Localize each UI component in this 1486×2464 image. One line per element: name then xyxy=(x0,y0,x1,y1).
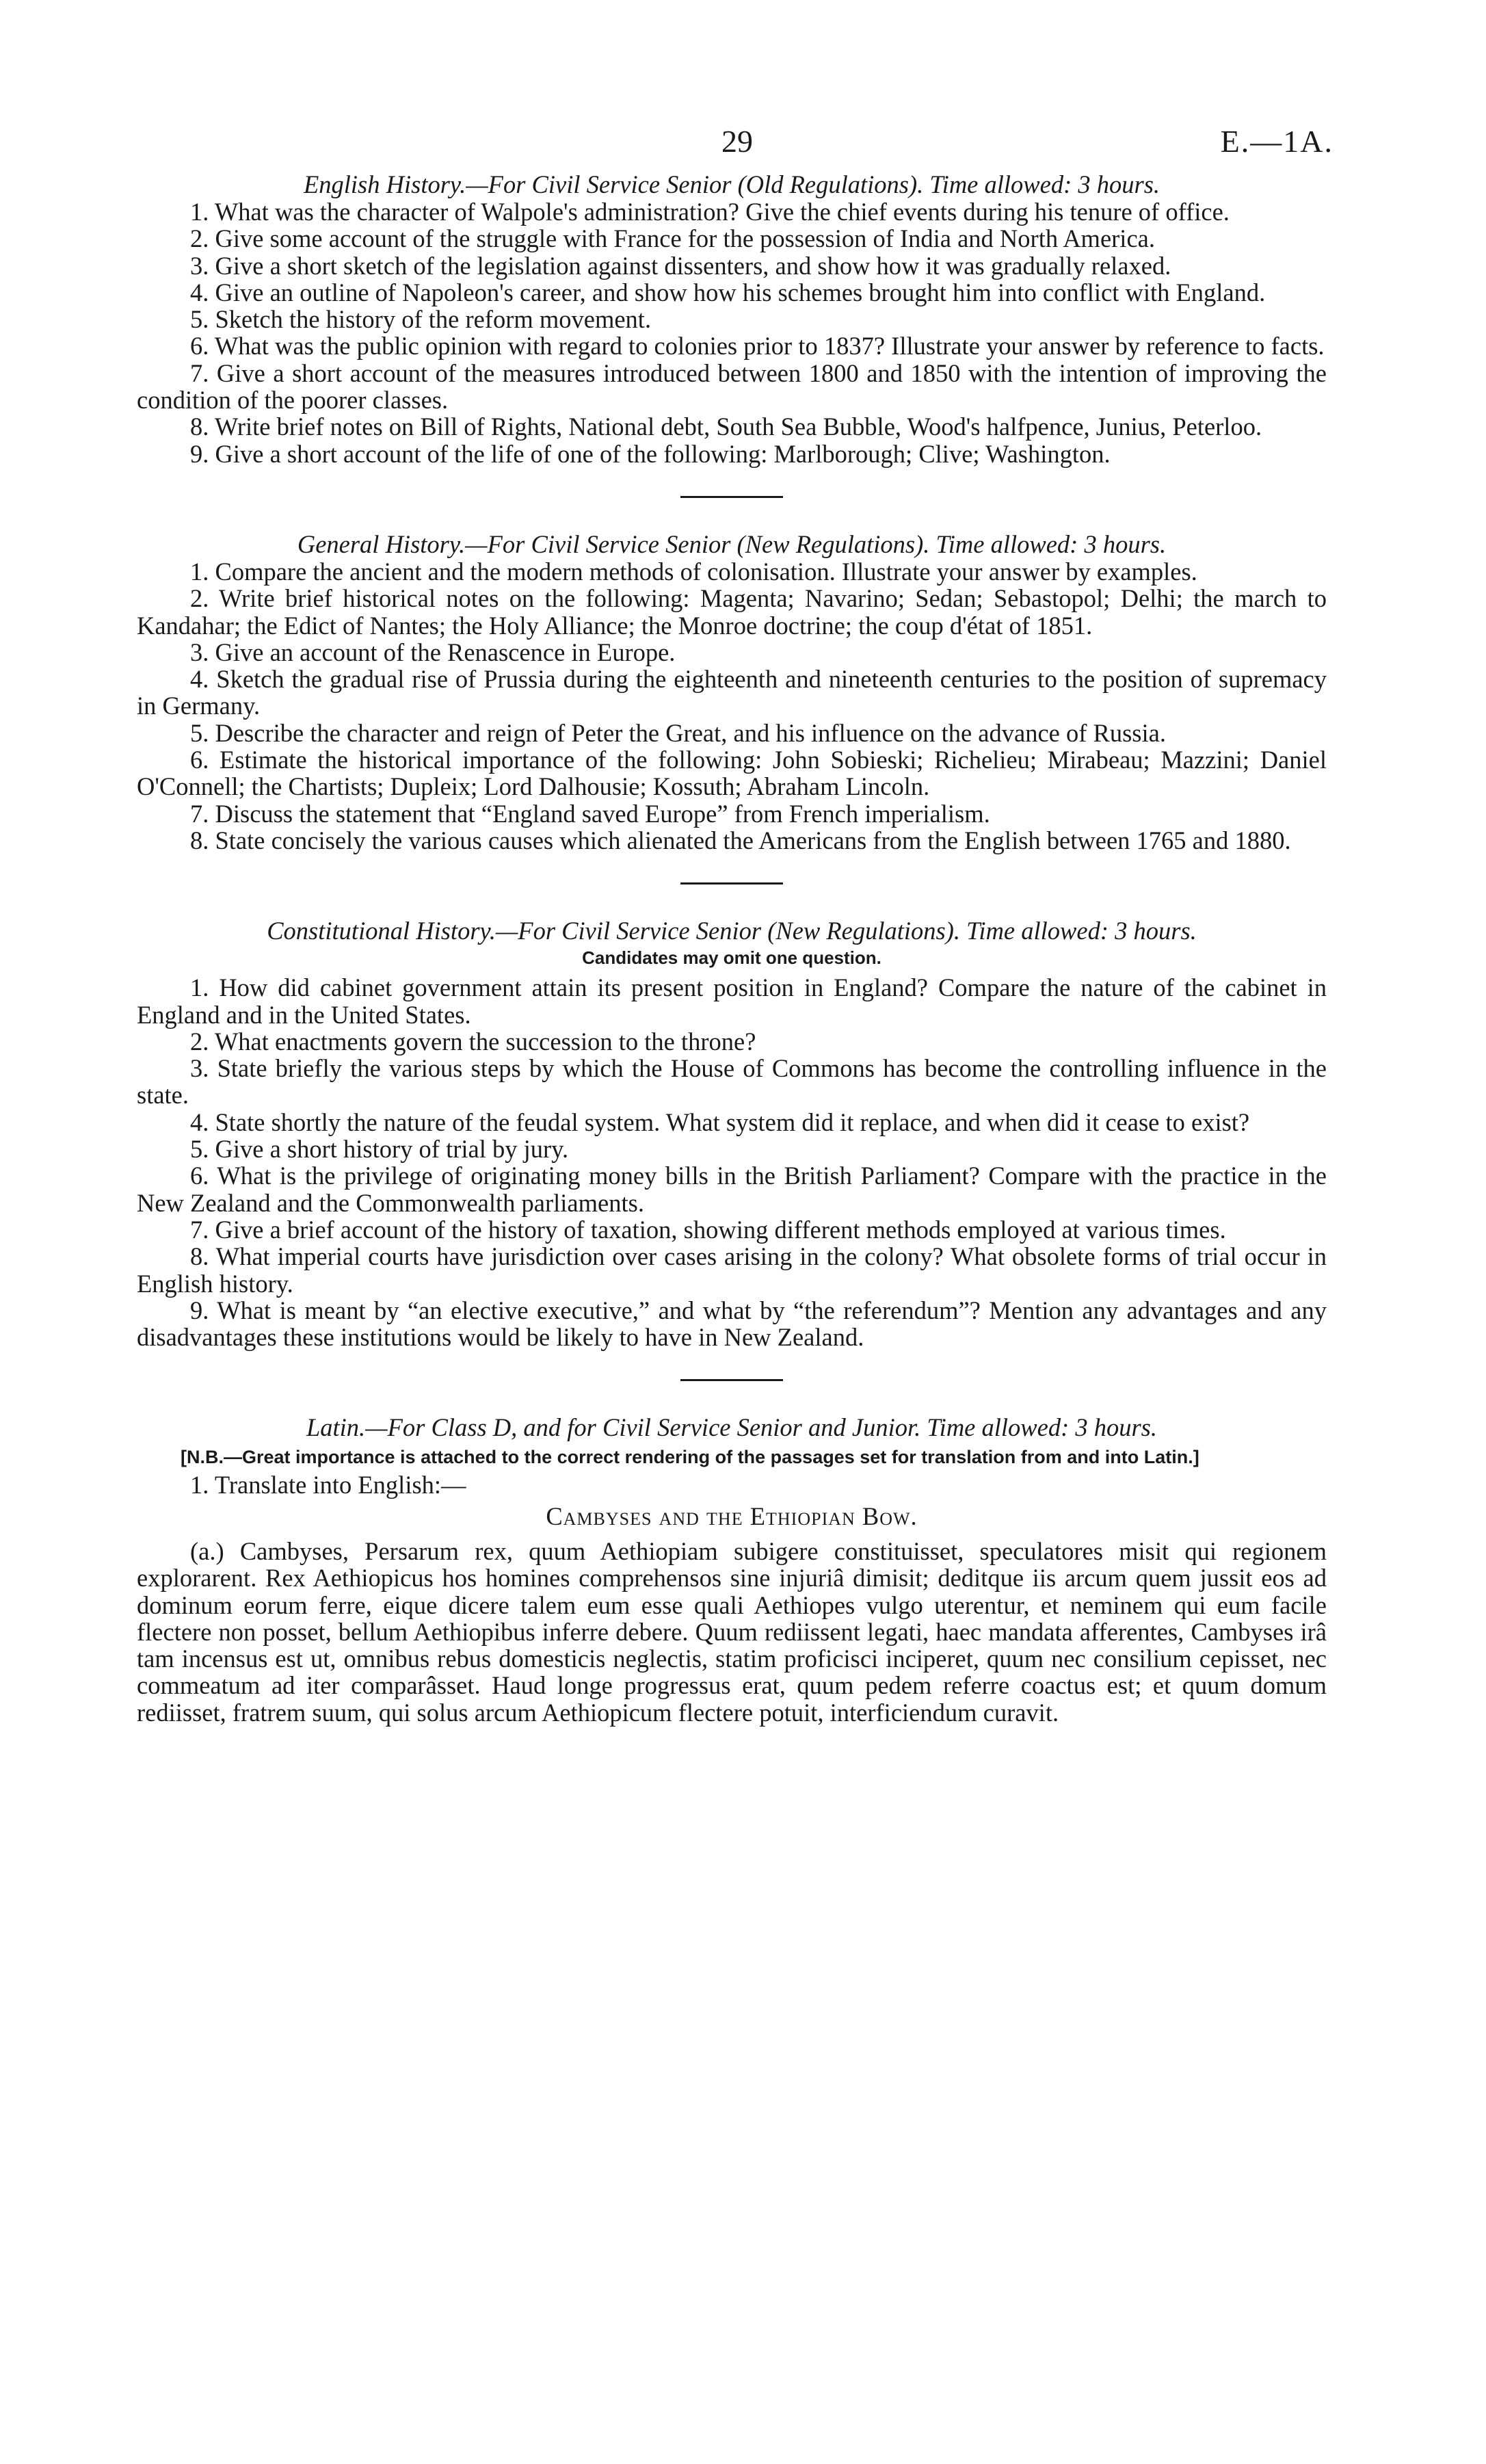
section-title: Latin.—For Class D, and for Civil Service Senior and Junior. Time allowed: 3 hours. xyxy=(306,1413,1158,1442)
question: 9. What is meant by “an elective executive,” and what by “the referendum”? Mention any advantages and any disadvantages these institutions would be likely to have in New Zealand. xyxy=(137,1296,1327,1352)
section-constitutional-history xyxy=(137,917,1327,1350)
latin-passage: (a.) Cambyses, Persarum rex, quum Aethiopiam subigere constituisset, speculatores misit qui regionem explorarent. Rex Aethiopicus hos homines comprehensos sine injuriâ dimisit; deditque iis arcum quem jussit eos ad dominum eorum ferre, eique dicere talem eum esse quali Aethiopes vulgo uterentur, et neminem qui eum facile flectere non posset, bellum Aethiopibus inferre debere. Quum rediissent legati, haec mandata afferentes, Cambyses irâ tam incensus est ut, omnibus rebus domesticis neglectis, statim proficisci inciperet, quum nec consilium cepisset, nec commeatum ad iter comparâsset. Haud longe progressus erat, quum pedem referre coactus est; et quum domum rediisset, fratrem suum, qui solus arcum Aethiopicum flectere potuit, interficiendum curavit. xyxy=(137,1536,1327,1727)
page-number: 29 xyxy=(721,124,753,159)
question: 7. Give a brief account of the history of taxation, showing different methods employed at various times. xyxy=(190,1215,1226,1244)
section-divider xyxy=(680,1379,783,1381)
question: 8. Write brief notes on Bill of Rights, National debt, South Sea Bubble, Wood's halfpence, Junius, Peterloo. xyxy=(190,412,1262,441)
document-page xyxy=(137,109,1334,1727)
question: 4. Give an outline of Napoleon's career, and show how his schemes brought him into conflict with England. xyxy=(190,278,1266,306)
question: 5. Describe the character and reign of Peter the Great, and his influence on the advance of Russia. xyxy=(190,718,1166,747)
section-title: General History.—For Civil Service Senior (New Regulations). Time allowed: 3 hours. xyxy=(297,529,1167,558)
question: 1. What was the character of Walpole's administration? Give the chief events during his tenure of office. xyxy=(190,198,1230,226)
question: 3. Give an account of the Renascence in Europe. xyxy=(190,638,676,666)
section-subnote: Candidates may omit one question. xyxy=(582,947,881,969)
question: 7. Give a short account of the measures introduced between 1800 and 1850 with the intention of improving the condition of the poorer classes. xyxy=(137,358,1327,415)
section-divider xyxy=(680,496,783,498)
question: 1. Compare the ancient and the modern methods of colonisation. Illustrate your answer by examples. xyxy=(190,557,1197,586)
question: 2. Give some account of the struggle with France for the possession of India and North America. xyxy=(190,224,1155,253)
question: 3. Give a short sketch of the legislation against dissenters, and show how it was gradually relaxed. xyxy=(190,251,1171,280)
instruction: 1. Translate into English:— xyxy=(190,1471,466,1499)
question: 3. State briefly the various steps by which the House of Commons has become the controlling influence in the state. xyxy=(137,1054,1327,1110)
page-header xyxy=(137,109,1334,171)
section-latin xyxy=(137,1414,1327,1726)
section-general-history xyxy=(137,531,1327,854)
section-divider xyxy=(680,882,783,884)
question: 5. Sketch the history of the reform movement. xyxy=(190,305,652,334)
question: 4. Sketch the gradual rise of Prussia during the eighteenth and nineteenth centuries to the position of supremacy in Germany. xyxy=(137,665,1327,720)
question: 2. What enactments govern the succession to the throne? xyxy=(190,1027,756,1056)
question: 4. State shortly the nature of the feudal system. What system did it replace, and when did it cease to exist? xyxy=(190,1108,1250,1136)
question: 7. Discuss the statement that “England saved Europe” from French imperialism. xyxy=(190,799,990,828)
question: 5. Give a short history of trial by jury. xyxy=(190,1135,569,1164)
question: 9. Give a short account of the life of one of the following: Marlborough; Clive; Washington. xyxy=(190,439,1111,468)
section-title: English History.—For Civil Service Senior (Old Regulations). Time allowed: 3 hours. xyxy=(303,170,1160,198)
question: 6. What is the privilege of originating money bills in the British Parliament? Compare with the practice in the New Zealand and the Commonwealth parliaments. xyxy=(137,1162,1327,1217)
question: 1. How did cabinet government attain its present position in England? Compare the nature of the cabinet in England and in the United States. xyxy=(137,973,1327,1029)
question: 2. Write brief historical notes on the following: Magenta; Navarino; Sedan; Sebastopol; Delhi; the march to Kandahar; the Edict of Nantes; the Holy Alliance; the Monroe doctrine; the coup d'état of 1851. xyxy=(137,584,1327,640)
question: 8. State concisely the various causes which alienated the Americans from the English between 1765 and 1880. xyxy=(190,826,1291,854)
section-title: Constitutional History.—For Civil Service Senior (New Regulations). Time allowed: 3 hours. xyxy=(267,917,1197,945)
question: 8. What imperial courts have jurisdiction over cases arising in the colony? What obsolete forms of trial occur in English history. xyxy=(137,1242,1327,1298)
section-english-history xyxy=(137,171,1327,467)
passage-title: Cambyses and the Ethiopian Bow. xyxy=(546,1502,918,1530)
paper-series: E.—1A. xyxy=(1220,124,1334,159)
question: 6. What was the public opinion with regard to colonies prior to 1837? Illustrate your answer by reference to facts. xyxy=(190,332,1325,361)
question: 6. Estimate the historical importance of the following: John Sobieski; Richelieu; Mirabeau; Mazzini; Daniel O'Connell; the Chartists; Dupleix; Lord Dalhousie; Kossuth; Abraham Lincoln. xyxy=(137,746,1327,801)
section-note: [N.B.—Great importance is attached to the correct rendering of the passages set for translation from and into Latin.] xyxy=(181,1447,1199,1468)
